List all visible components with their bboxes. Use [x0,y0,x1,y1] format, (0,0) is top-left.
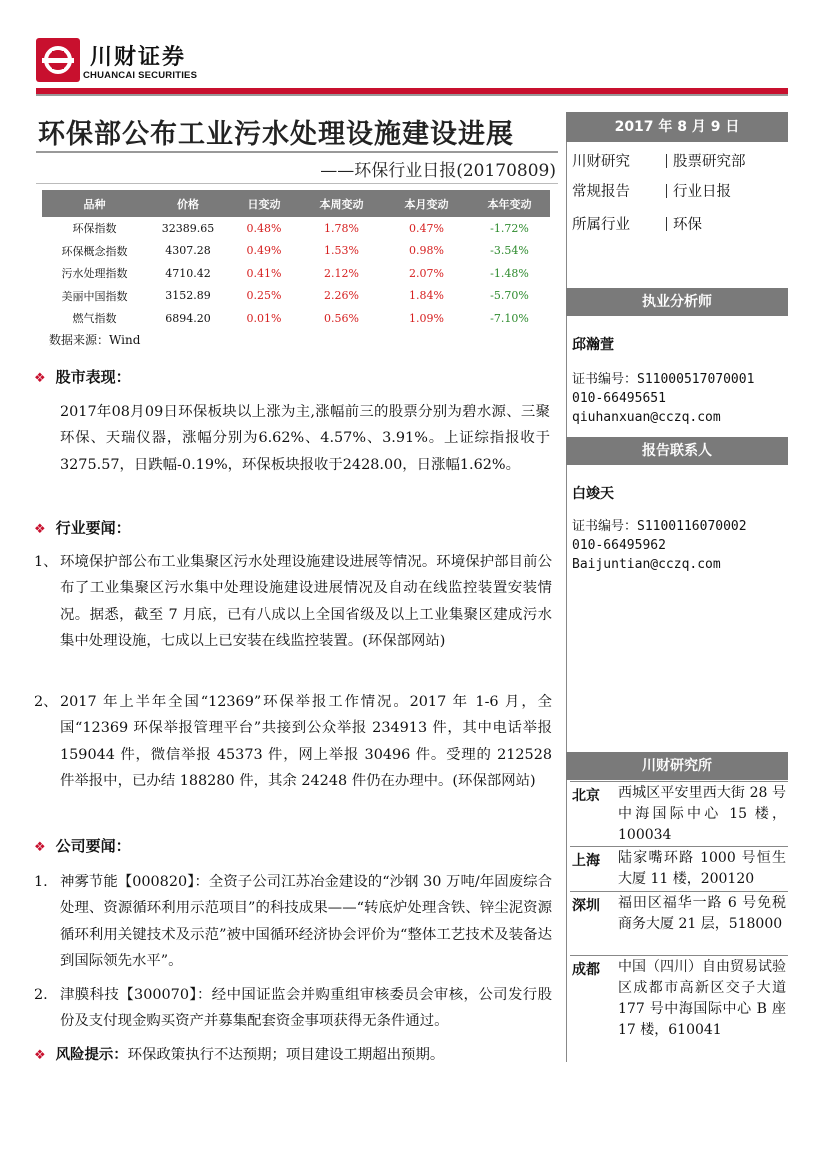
office-beijing [572,785,788,845]
analyst-cert: 证书编号：S1100051707000​1 [572,372,755,387]
table-row [42,262,550,285]
report-subtitle: ——环保行业日报(20170809) [320,161,556,181]
risk-heading: 风险提示： [55,1047,128,1063]
risk-text: 环保政策执行不达预期；项目建设工期超出预期。 [127,1047,445,1063]
meta-value: 行业日报 [673,184,731,200]
index-price: 32389.65 [161,221,215,235]
meta-row [572,150,746,171]
brand-name-en: CHUANCAI SECURITIES [83,70,198,81]
index-day-change: 0.01% [246,311,282,325]
institute-band: 川财研究所 [566,752,788,780]
analyst-band: 执业分析师 [566,288,788,316]
office-address: 西城区平安里西大街 28 号中海国际中心 15 楼，100034 [618,785,786,843]
index-week-change: 2.26% [324,289,359,303]
data-source: 数据来源：Wind [49,333,141,347]
index-name: 污水处理指数 [61,267,128,281]
office-city: 深圳 [572,898,600,914]
office-address: 福田区福华一路 6 号免税商务大厦 21 层，518000 [618,895,786,932]
analyst-name: 邱瀚萱 [572,337,614,353]
col-header: 日变动 [229,190,299,217]
title-rule [36,151,558,153]
diamond-bullet-icon: ❖ [34,1048,46,1063]
index-day-change: 0.25% [246,289,282,303]
company-news-item [34,982,552,1035]
industry-news-item [34,549,552,655]
office-divider [570,891,788,892]
index-day-change: 0.41% [246,266,282,280]
report-title: 环保部公布工业污水处理设施建设进展 [38,119,514,150]
contact-name: 白竣天 [572,486,614,502]
index-name: 环保指数 [72,222,117,236]
index-month-change: 1.84% [409,289,444,303]
meta-key: 川财研究 [572,154,630,170]
index-table [42,190,550,330]
contact-details [572,517,747,574]
meta-row [572,180,731,201]
item-number: 2. [34,987,48,1003]
index-name: 燃气指数 [72,312,117,326]
diamond-bullet-icon: ❖ [34,840,46,855]
index-year-change: -5.70% [490,289,529,303]
office-city: 上海 [572,853,600,869]
index-month-change: 0.98% [409,244,444,258]
industry-news-item [34,689,552,795]
item-text: 神雾节能【000820】：全资子公司江苏冶金建设的“沙钢 30 万吨/年固废综合处理、资源循环利用示范项目”的科技成果——“转底炉处理含铁、锌尘泥资源循环利用关键技术及示范”被中国循环经济协会评价为“整体工艺技术及装备达到国际领先水平”。 [60,874,552,970]
index-month-change: 0.47% [409,221,444,235]
office-city: 北京 [572,788,600,804]
table-row [42,307,550,330]
col-header: 品种 [42,190,147,217]
brand-name-cn: 川财证券 [90,45,187,70]
analyst-email[interactable]: qiuhanxuan@cczq.com [572,410,721,425]
market-heading [34,366,131,387]
table-row [42,240,550,263]
col-header: 本周变动 [299,190,384,217]
index-day-change: 0.48% [246,221,282,235]
index-month-change: 2.07% [409,266,444,280]
risk-line [34,1043,444,1064]
item-number: 1、 [34,554,58,570]
col-header: 本月变动 [384,190,469,217]
index-week-change: 0.56% [324,311,359,325]
index-name: 美丽中国指数 [61,289,128,303]
market-paragraph: 2017年08月09日环保板块以上涨为主,涨幅前三的股票分别为碧水源、三聚环保、天瑞仪器，涨幅分别为6.62%、4.57%、3.91%。上证综指报收于3275.57，日跌幅-0.19%，环保板块报收于2428.00，日涨幅1.62%。 [60,404,550,473]
diamond-bullet-icon: ❖ [34,371,46,386]
item-text: 津膜科技【300070】：经中国证监会并购重组审核委员会审核，公司发行股份及支付现金购买资产并募集配套资金事项获得无条件通过。 [60,987,552,1030]
contact-phone: 010-66495962 [572,538,666,553]
meta-row [572,213,702,234]
company-heading-label: 公司要闻： [55,837,131,855]
index-year-change: -1.72% [490,221,529,235]
index-week-change: 1.78% [324,221,359,235]
col-header: 本年变动 [469,190,550,217]
meta-value: 环保 [673,217,702,233]
company-heading [34,835,131,856]
index-price: 3152.89 [165,289,211,303]
index-price: 4307.28 [165,244,211,258]
office-divider [570,846,788,847]
office-divider [570,955,788,956]
report-date: 2017 年 8 月 9 日 [566,112,788,142]
brand-logo [36,38,80,82]
index-year-change: -7.10% [490,311,529,325]
index-price: 6894.20 [165,311,211,325]
col-header: 价格 [147,190,229,217]
analyst-phone: 010-66495651 [572,391,666,406]
table-row [42,285,550,308]
item-number: 2、 [34,694,58,710]
market-heading-label: 股市表现： [55,368,131,386]
item-text: 环境保护部公布工业集聚区污水处理设施建设进展等情况。环境保护部目前公布了工业集聚区污水集中处理设施建设进展情况及自动在线监控装置安装情况。据悉，截至 7 月底，已有八成以上全国省级及以上工业集聚区建成污水集中处理设施，七成以上已安装在线监控装置。(环保部网站) [60,554,552,650]
industry-heading-label: 行业要闻： [55,519,131,537]
meta-key: 所属行业 [572,217,630,233]
index-price: 4710.42 [165,266,211,280]
index-week-change: 1.53% [324,244,359,258]
item-number: 1. [34,874,48,890]
office-shenzhen [572,895,788,955]
index-day-change: 0.49% [246,244,282,258]
item-text: 2017 年上半年全国“12369”环保举报工作情况。2017 年 1-6 月，全国“12369 环保举报管理平台”共接到公众举报 234913 件，其中电话举报 159044 件，微信举报 45373 件，网上举报 30496 件。受理的 212528 件举报中，已办结 188280 件，其余 24248 件仍在办理中。(环保部网站) [60,694,552,790]
contact-cert: 证书编号：S1100116070002 [572,519,747,534]
office-divider [570,781,788,782]
index-year-change: -1.48% [490,266,529,280]
index-name: 环保概念指数 [61,244,128,258]
company-news-item [34,869,552,975]
office-address: 陆家嘴环路 1000 号恒生大厦 11 楼，200120 [618,850,786,887]
office-address: 中国（四川）自由贸易试验区成都市高新区交子大道 177 号中海国际中心 B 座 17 楼，610041 [618,959,786,1038]
analyst-contact [572,370,754,427]
contact-band: 报告联系人 [566,437,788,465]
index-week-change: 2.12% [324,266,359,280]
index-month-change: 1.09% [409,311,444,325]
industry-heading [34,517,131,538]
office-chengdu [572,959,788,1059]
office-city: 成都 [572,962,600,978]
office-shanghai [572,850,788,890]
index-year-change: -3.54% [490,244,529,258]
table-header-row [42,190,550,217]
diamond-bullet-icon: ❖ [34,522,46,537]
meta-value: 股票研究部 [673,154,746,170]
contact-email[interactable]: Baijuntian@cczq.com [572,557,721,572]
meta-key: 常规报告 [572,184,630,200]
subtitle-rule [36,183,558,184]
table-row [42,217,550,240]
header-rule-gray [36,94,788,96]
